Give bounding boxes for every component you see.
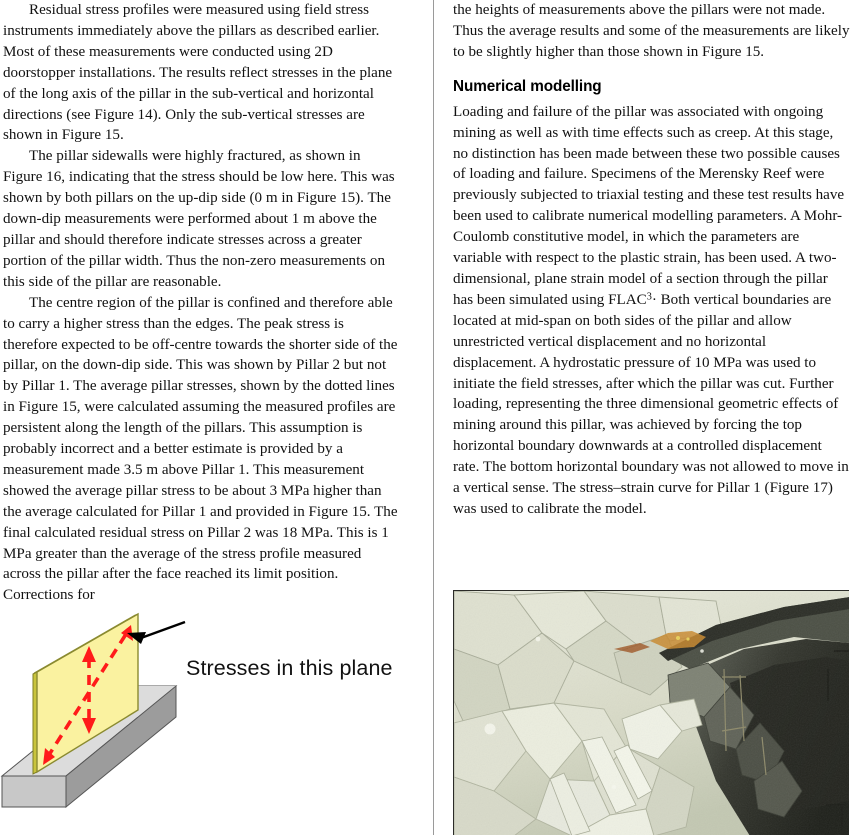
diagram-label-stresses-in-this-plane: Stresses in this plane xyxy=(186,656,393,680)
left-column xyxy=(3,0,401,606)
numerical-text-part1: Loading and failure of the pillar was associated with ongoing mining as well as with time effects such as creep. At this stage, no distinction has been made between these two possible causes of loading and failure. Specimens of the Merensky Reef were previously subjected to triaxial testing and these test results have been used to calibrate numerical modelling parameters. A Mohr-Coulomb constitutive model, in which the parameters are variable with respect to the plastic strain, has been used. A two-dimensional, plane strain model of a section through the pillar has been simulated using FLAC xyxy=(453,103,845,308)
paragraph-centre-region: The centre region of the pillar is confined and therefore able to carry a higher stress than the edges. The peak stress is therefore expected to be off-centre towards the shorter side of the pillar, on the down-dip side. This was shown by Pillar 2 but not by Pillar 1. The average pillar stresses, shown by the dotted lines in Figure 15, were calculated assuming the measured profiles are persistent along the length of the pillars. This assumption is probably incorrect and a better estimate is provided by a measurement made 3.5 m above Pillar 1. This measurement showed the average pillar stress to be about 3 MPa higher than the average calculated for Pillar 1 and provided in Figure 15. The final calculated residual stress on Pillar 2 was 18 MPa. This is 1 MPa greater than the average of the stress profile measured across the pillar after the face reached its limit position. Corrections for xyxy=(3,294,398,604)
paragraph-residual-stress: Residual stress profiles were measured using field stress instruments immediately above the pillars as described earlier. Most of these measurements were conducted using 2D doorstopper installations. The results reflect stresses in the plane of the long axis of the pillar in the sub-vertical and horizontal directions (see Figure 14). Only the sub-vertical stresses are shown in Figure 15. xyxy=(3,2,393,144)
right-column xyxy=(453,0,850,520)
column-divider xyxy=(433,0,434,835)
flac-superscript: 3 xyxy=(646,291,652,303)
photo-grain-overlay xyxy=(454,591,849,835)
paragraph-heights-continued: the heights of measurements above the pillars were not made. Thus the average results and some of the measurements are likely to be slightly higher than those shown in Figure 15. xyxy=(453,2,850,60)
photograph-frame xyxy=(453,590,849,835)
heading-numerical-modelling: Numerical modelling xyxy=(453,77,602,95)
underground-mine-photo xyxy=(454,591,849,835)
paragraph-pillar-sidewalls: The pillar sidewalls were highly fractured, as shown in Figure 16, indicating that the stress should be low here. This was shown by both pillars on the up-dip side (0 m in Figure 15). The down-dip measurements were performed about 1 m above the pillar and should therefore indicate stresses across a greater portion of the pillar width. Thus the non-zero measurements on this side of the pillar are reasonable. xyxy=(3,148,395,290)
block-front-lower xyxy=(2,776,66,807)
figure-14-diagram xyxy=(0,600,425,835)
paragraph-numerical-modelling xyxy=(453,102,850,520)
pillar-stress-plane-svg xyxy=(0,600,425,835)
numerical-text-part2: · Both vertical boundaries are located at mid-span on both sides of the pillar and allow unrestricted vertical displacement and no horizontal displacement. A hydrostatic pressure of 10 MPa was used to initiate the field stresses, after which the pillar was cut. Further loading, representing the three dimensional geometric effects of mining around this pillar, was achieved by forcing the top horizontal boundary downwards at a controlled displacement rate. The bottom horizontal boundary was not allowed to move in a vertical sense. The stress–strain curve for Pillar 1 (Figure 17) was used to calibrate the model. xyxy=(453,291,849,517)
